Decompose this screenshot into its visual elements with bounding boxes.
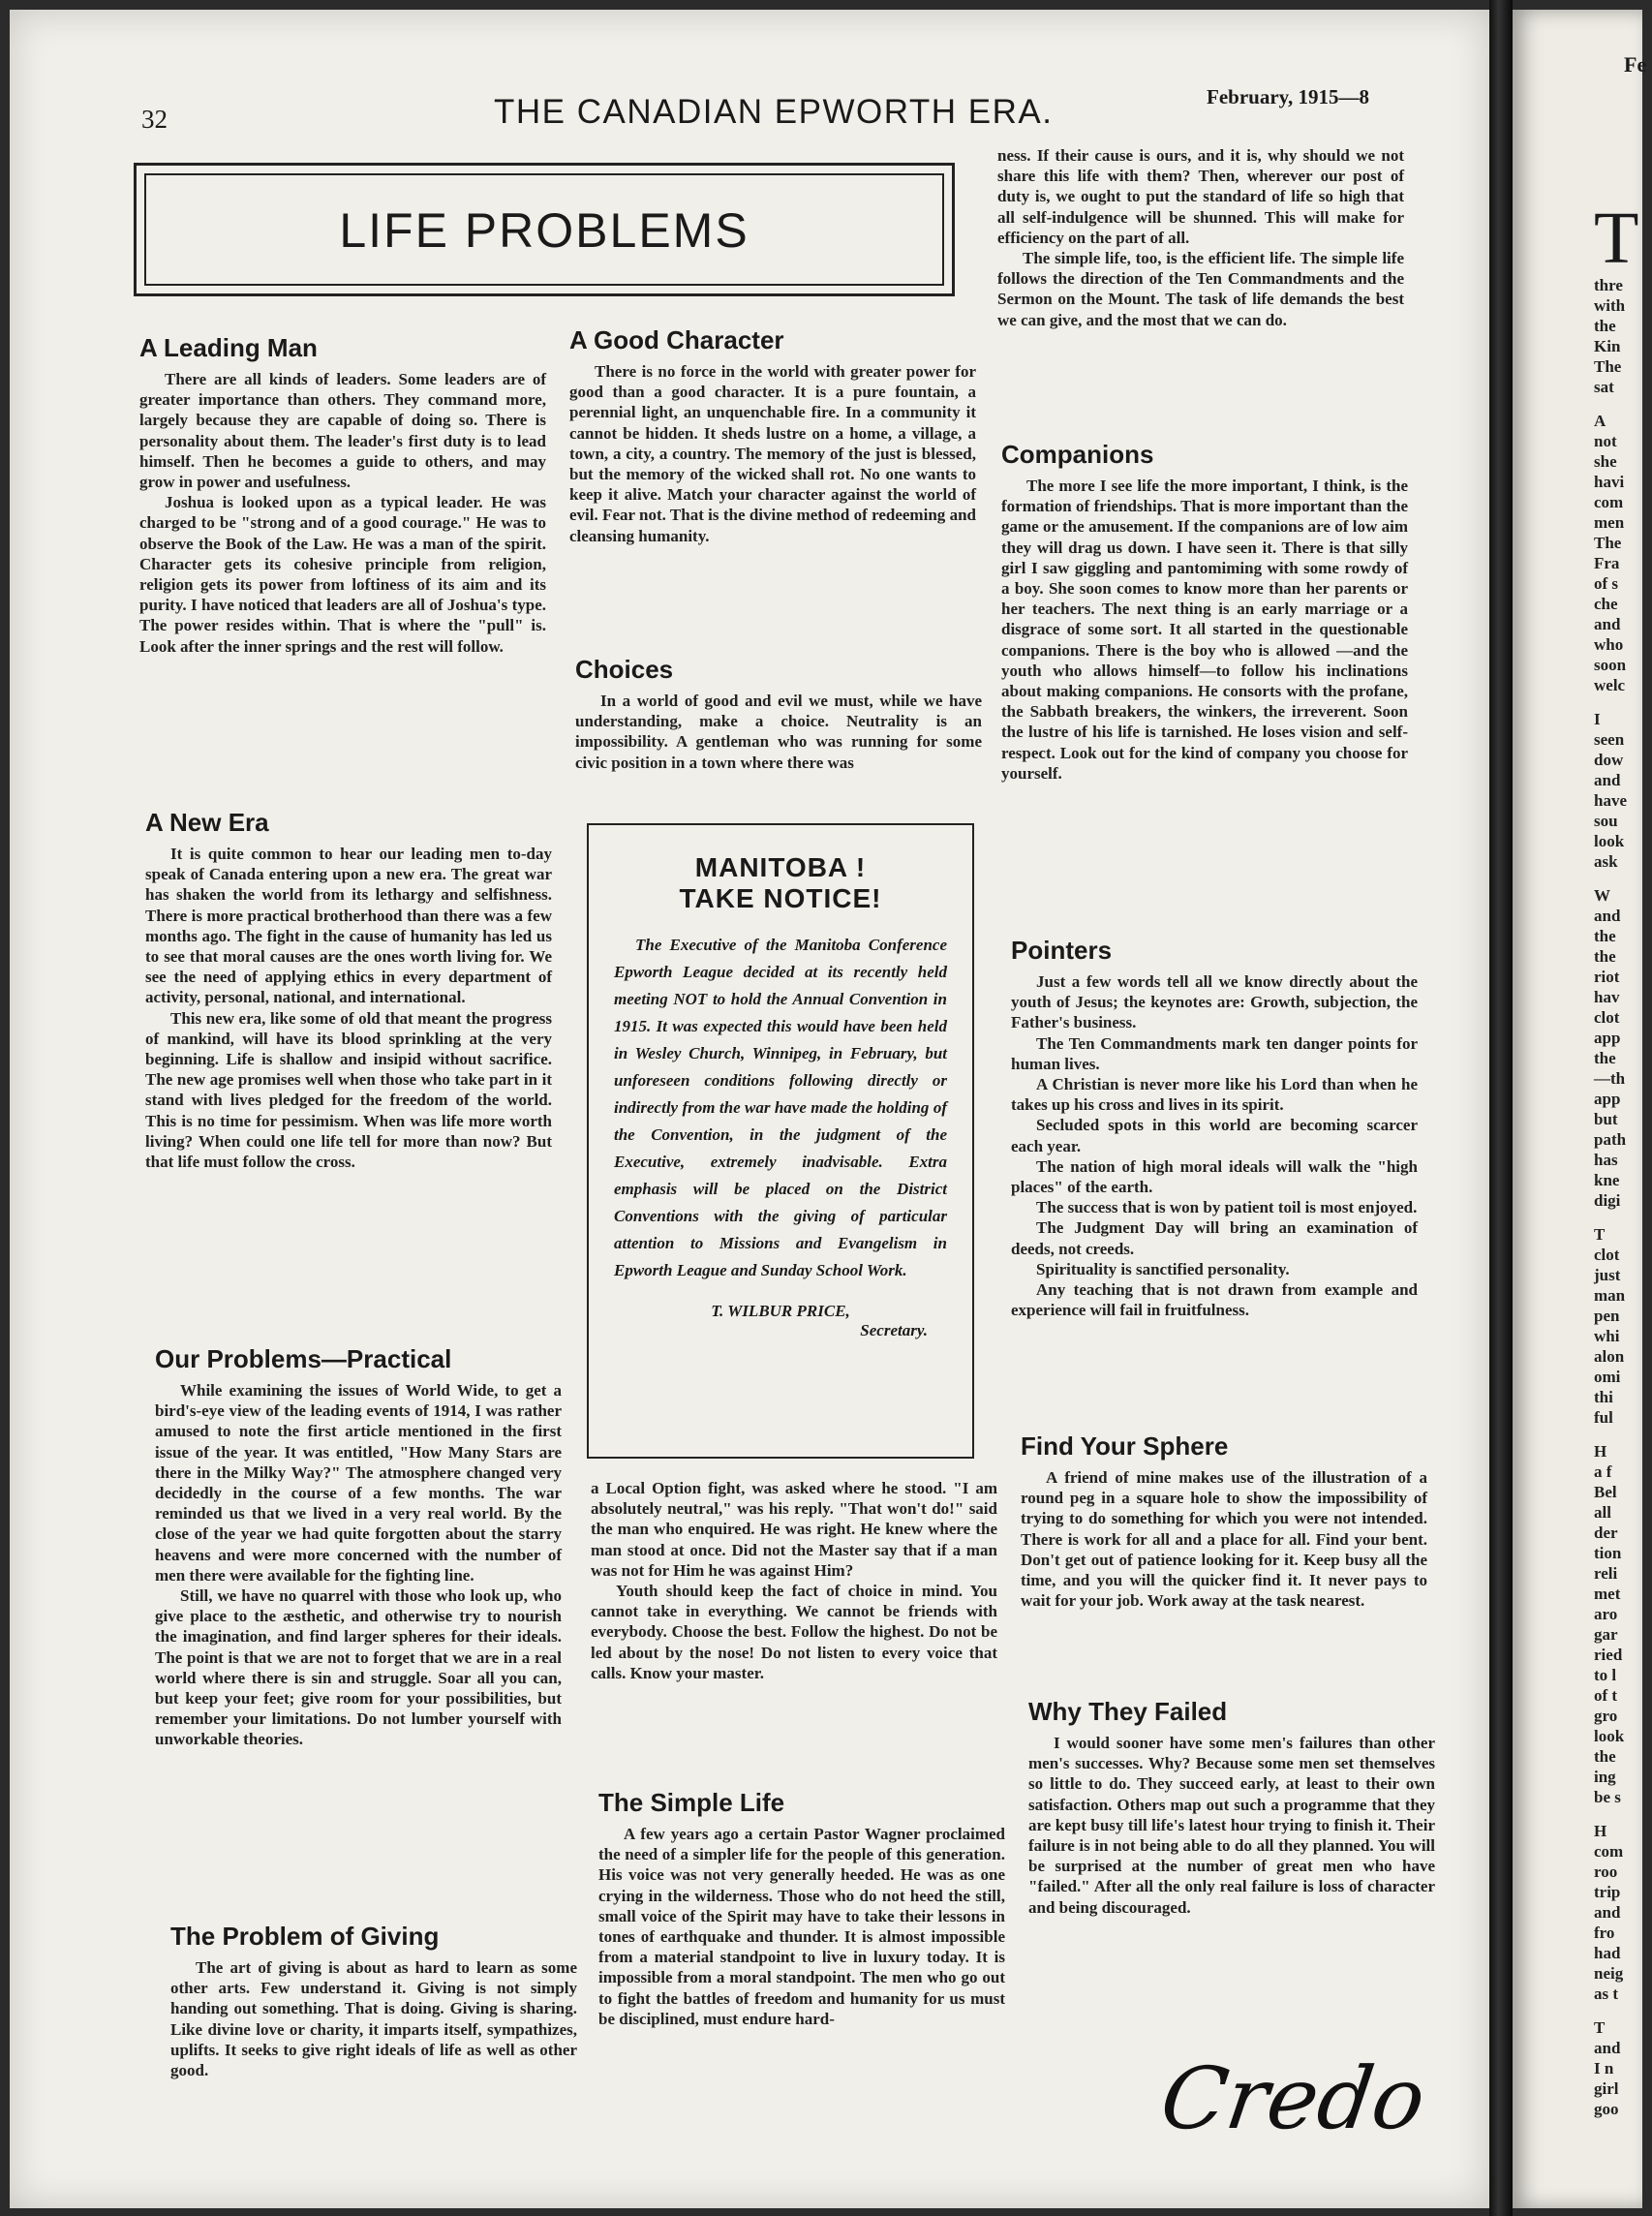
notice-heading: MANITOBA !	[694, 852, 867, 882]
facing-page-line: whi	[1594, 1327, 1620, 1345]
facing-page-line: alon	[1594, 1347, 1625, 1366]
facing-page-line: Fra	[1594, 554, 1620, 572]
article-simple-life-continued	[997, 145, 1404, 330]
facing-page-line: look	[1594, 1727, 1625, 1745]
facing-page-line: sou	[1594, 812, 1618, 830]
facing-page-line: T	[1594, 1225, 1606, 1244]
pointer-item: The success that is won by patient toil is most enjoyed.	[1036, 1198, 1418, 1217]
pointer-item: Any teaching that is not drawn from example and experience will fail in fruitfulness.	[1011, 1280, 1418, 1320]
book-gutter	[1489, 0, 1513, 2216]
article-pointers	[1011, 936, 1418, 1320]
facing-page-line: sat	[1594, 378, 1614, 396]
article-heading: Choices	[575, 655, 674, 684]
facing-page-line: of t	[1594, 1686, 1618, 1705]
facing-page-line: a f	[1594, 1462, 1612, 1481]
facing-page-line: the	[1594, 947, 1616, 966]
facing-page-line: T	[1594, 2018, 1606, 2037]
notice-signature: T. WILBUR PRICE,	[711, 1302, 850, 1320]
article-paragraph: While examining the issues of World Wide, to get a bird's-eye view of the leading events of 1914, I was rather amused to note the first article mentioned in the first issue of the year. It was entitled, "How Many Stars are there in the Milky Way?" The atmosphere changed very decidedly in the course of a few months. The war reminded us that we lived in a very real world. By the close of the year we had quite forgotten about the starry heavens and were more concerned with the number of men there were available for the fighting line.	[155, 1381, 562, 1585]
facing-page-line: gar	[1594, 1625, 1618, 1644]
facing-page-line: omi	[1594, 1368, 1621, 1386]
article-heading: Find Your Sphere	[1021, 1431, 1229, 1461]
facing-page-line: had	[1594, 1944, 1621, 1962]
article-heading: Our Problems—Practical	[155, 1344, 452, 1373]
facing-page-line: and	[1594, 771, 1621, 789]
facing-page-line: be s	[1594, 1788, 1621, 1806]
facing-page-line: pen	[1594, 1307, 1620, 1325]
facing-page-line: I	[1594, 710, 1601, 728]
facing-page-line: riot	[1594, 968, 1620, 986]
facing-page-line: digi	[1594, 1191, 1621, 1210]
magazine-page	[10, 10, 1489, 2208]
article-choices-continued	[591, 1478, 997, 1683]
article-paragraph: ness. If their cause is ours, and it is, why should we not share this life with them? Then, wherever our post of duty is, we ought to put the standard of life so high that all self-indulgence will be shunned. This will make for efficiency on the part of all.	[997, 146, 1404, 247]
facing-page-line: man	[1594, 1286, 1626, 1305]
facing-page-line: the	[1594, 317, 1616, 335]
facing-page-line: have	[1594, 791, 1627, 810]
facing-page-line: and	[1594, 1903, 1621, 1922]
facing-page-line: app	[1594, 1029, 1621, 1047]
facing-page-line: and	[1594, 907, 1621, 925]
facing-page-line: com	[1594, 493, 1624, 511]
facing-page-line: The	[1594, 357, 1622, 376]
facing-page-line: fro	[1594, 1924, 1615, 1942]
facing-page-text-fragments	[1594, 275, 1652, 2119]
facing-page-line: clot	[1594, 1246, 1620, 1264]
article-paragraph: The art of giving is about as hard to learn as some other arts. Few understand it. Giving is not simply handing out something. That is doing. Giving is sharing. Like divine love or charity, it imparts itself, sympathizes, uplifts. It seeks to give right ideals of life as well as other good.	[170, 1958, 577, 2080]
facing-page-line: just	[1594, 1266, 1621, 1284]
facing-page-line: Bel	[1594, 1483, 1617, 1501]
facing-page-line: roo	[1594, 1862, 1618, 1881]
article-heading: Pointers	[1011, 936, 1113, 965]
facing-page-line	[1594, 1211, 1652, 1224]
facing-page-line	[1594, 2004, 1652, 2017]
notice-body: The Executive of the Manitoba Conference Epworth League decided at its recently held meeting NOT to hold the Annual Convention in 1915. It was expected this would have been held in Wesley Church, Winnipeg, in February, but unforeseen conditions following directly or indirectly from the war have made the holding of the Convention, in the judgment of the Executive, extremely inadvisable. Extra emphasis will be placed on the District Conventions with the giving of particular attention to Missions and Evangelism in Epworth League and Sunday School Work.	[614, 936, 947, 1279]
facing-page-line: aro	[1594, 1605, 1618, 1623]
facing-page-line: Kin	[1594, 337, 1621, 355]
article-paragraph: In a world of good and evil we must, while we have understanding, make a choice. Neutrality is an impossibility. A gentleman who was running for some civic position in a town where there was	[575, 692, 982, 772]
facing-page-line: H	[1594, 1822, 1607, 1840]
facing-page-line: met	[1594, 1585, 1621, 1603]
pointer-item: Just a few words tell all we know directly about the youth of Jesus; the keynotes are: Growth, subjection, the Father's business.	[1011, 972, 1418, 1032]
pointer-item: The Judgment Day will bring an examination of deeds, not creeds.	[1011, 1218, 1418, 1258]
facing-page-line: kne	[1594, 1171, 1620, 1189]
facing-page-line: app	[1594, 1090, 1621, 1108]
facing-page-line: all	[1594, 1503, 1611, 1522]
facing-page-line: reli	[1594, 1564, 1618, 1583]
facing-page-line: who	[1594, 635, 1624, 654]
section-title-box	[134, 163, 955, 296]
facing-page-line	[1594, 872, 1652, 885]
article-heading: A Leading Man	[139, 333, 318, 362]
article-companions	[1001, 440, 1408, 784]
pointer-item: The nation of high moral ideals will walk the "high places" of the earth.	[1011, 1156, 1418, 1197]
issue-date: February, 1915—8	[1207, 85, 1369, 108]
facing-page-line: clot	[1594, 1008, 1620, 1027]
facing-page-line: ried	[1594, 1646, 1623, 1664]
facing-page-line: I n	[1594, 2059, 1614, 2078]
article-paragraph: a Local Option fight, was asked where he stood. "I am absolutely neutral," was his reply. "That won't do!" said the man who enquired. He was right. He knew where the man stood at once. Did not the Master say that if a man was not for Him he was against Him?	[591, 1479, 997, 1580]
magazine-title: THE CANADIAN EPWORTH ERA.	[494, 93, 1054, 131]
author-signature: Credo	[1154, 2048, 1432, 2148]
facing-page-line	[1594, 397, 1652, 411]
article-heading: The Problem of Giving	[170, 1922, 440, 1951]
facing-page-edge	[1513, 10, 1647, 2208]
facing-page-line: path	[1594, 1130, 1627, 1149]
facing-page-line: —th	[1594, 1069, 1626, 1088]
article-heading: A New Era	[145, 808, 269, 837]
article-simple-life	[598, 1788, 1005, 2029]
facing-page-line	[1594, 695, 1652, 709]
page-number: 32	[141, 105, 168, 134]
article-paragraph: It is quite common to hear our leading men to-day speak of Canada entering upon a new era. The great war has shaken the world from its lethargy and selfishness. There is more practical brotherhood than there was a few months ago. The fight in the cause of humanity has led us to see that moral causes are the ones worth living for. We see the need of applying ethics in every department of activity, personal, national, and international.	[145, 845, 552, 1007]
facing-page-line: look	[1594, 832, 1625, 850]
article-leading-man	[139, 333, 546, 657]
pointer-item: Secluded spots in this world are becoming scarcer each year.	[1011, 1116, 1418, 1155]
article-paragraph: This new era, like some of old that meant the progress of mankind, will have its blood sprinkling at the very beginning. Life is shallow and insipid without sacrifice. The new age promises well when those who take part in it stand with lives pledged for the freedom of the world. This is no time for pessimism. When was life more worth living? When could one life tell for more than now? But that life must follow the cross.	[145, 1008, 552, 1172]
facing-page-line: girl	[1594, 2079, 1619, 2098]
notice-subheading: TAKE NOTICE!	[679, 883, 882, 913]
facing-page-line: as t	[1594, 1985, 1619, 2003]
facing-page-line: not	[1594, 432, 1617, 450]
article-paragraph: A few years ago a certain Pastor Wagner proclaimed the need of a simpler life for the people of this generation. His voice was not very generally heeded. He was as one crying in the wilderness. Those who do not heed the still, small voice of the Spirit may have to take their lessons in tones of earthquake and thunder. It is almost impossible from a material standpoint to live in luxury today. It is impossible from a moral standpoint. The men who go out to fight the battles of freedom and humanity for us must be disciplined, must endure hard-	[598, 1825, 1005, 2028]
article-paragraph: Youth should keep the fact of choice in mind. You cannot take in everything. We cannot be friends with everybody. Choose the best. Follow the highest. Do not be led about by the nose! Do not listen to every voice that calls. Know your master.	[591, 1582, 997, 1682]
facing-page-line: ing	[1594, 1768, 1616, 1786]
pointer-item: A Christian is never more like his Lord than when he takes up his cross and lives in its spirit.	[1011, 1075, 1418, 1115]
facing-page-line: the	[1594, 927, 1616, 945]
facing-page-line: men	[1594, 513, 1625, 532]
article-problem-of-giving	[170, 1922, 577, 2080]
pointer-item: Spirituality is sanctified personality.	[1036, 1259, 1290, 1278]
pointer-item: The Ten Commandments mark ten danger points for human lives.	[1011, 1033, 1418, 1073]
facing-page-line: tion	[1594, 1544, 1622, 1562]
facing-page-line: neig	[1594, 1964, 1624, 1983]
article-problems-practical	[155, 1344, 562, 1750]
article-good-character	[569, 325, 976, 546]
article-heading: Why They Failed	[1028, 1697, 1228, 1726]
article-find-your-sphere	[1021, 1431, 1427, 1611]
article-heading: Companions	[1001, 440, 1154, 469]
facing-page-line: com	[1594, 1842, 1624, 1861]
facing-page-line: gro	[1594, 1707, 1618, 1725]
article-paragraph: Joshua is looked upon as a typical leader. He was charged to be "strong and of a good courage." He was to observe the Book of the Law. He was a man of the spirit. Character gets its cohesive principle from religion, religion gets its power from loftiness of its aim and its purity. I have noticed that leaders are all of Joshua's type. The power resides within. That is where the "pull" is. Look after the inner springs and the rest will follow.	[139, 493, 546, 656]
article-choices	[575, 655, 982, 773]
facing-page-line: A	[1594, 412, 1606, 430]
facing-page-line: to l	[1594, 1666, 1617, 1684]
facing-page-line	[1594, 1807, 1652, 1821]
article-heading: A Good Character	[569, 325, 784, 354]
section-title: LIFE PROBLEMS	[339, 203, 750, 258]
notice-signature-title: Secretary.	[860, 1321, 928, 1339]
article-why-they-failed	[1028, 1697, 1435, 1918]
facing-page-header: Fe	[1624, 52, 1647, 77]
facing-page-line: hav	[1594, 988, 1620, 1006]
facing-page-line: ful	[1594, 1408, 1613, 1427]
facing-page-line: and	[1594, 2039, 1621, 2057]
article-new-era	[145, 808, 552, 1172]
article-paragraph: The more I see life the more important, I think, is the formation of friendships. That is more important than the game or the amusement. If the companions are of low aim they will drag us down. I have seen it. There is that silly girl I saw giggling and pantomiming with some rowdy of a boy. She soon comes to know more than her parents or her teachers. The next thing is an early marriage or a disgrace of some sort. It all started in the questionable companions. There is the boy who is allowed —and the youth who allows himself—to follow his inclinations about making companions. He consorts with the profane, the Sabbath breakers, the winkers, the irreverent. Soon the lustre of his life is tarnished. He loses vision and self-respect. Look out for the kind of company you choose for yourself.	[1001, 477, 1408, 783]
facing-page-dropcap: T	[1594, 198, 1639, 279]
article-paragraph: The simple life, too, is the efficient life. The simple life follows the direction of the Ten Commandments and the Sermon on the Mount. The task of life demands the best we can give, and the most that we can do.	[997, 249, 1404, 329]
facing-page-line: The	[1594, 534, 1622, 552]
article-paragraph: There are all kinds of leaders. Some leaders are of greater importance than others. They command more, largely because they are capable of doing so. There is personality about them. The leader's first duty is to lead himself. Then he becomes a guide to others, and may grow in power and usefulness.	[139, 370, 546, 492]
article-paragraph: I would sooner have some men's failures than other men's successes. Why? Because some men set themselves so little to do. They succeed early, at least to their own satisfaction. Others map out such a programme that they are kept busy till life's latest hour trying to finish it. Their failure is in not being able to do all they planned. You will be surprised at the number of great men who have "failed." After all the only real failure is loss of character and being discouraged.	[1028, 1734, 1435, 1917]
facing-page-line: goo	[1594, 2100, 1619, 2118]
article-paragraph: There is no force in the world with greater power for good than a good character. It is a pure fountain, a perennial light, an unquenchable fire. In a community it cannot be hidden. It sheds lustre on a home, a village, a town, a city, a country. The memory of the just is blessed, but the memory of the wicked shall rot. No one wants to keep it alive. Match your character against the world of evil. Fear not. That is the divine method of redeeming and cleansing humanity.	[569, 362, 976, 545]
facing-page-line: welc	[1594, 676, 1626, 694]
facing-page-line: thi	[1594, 1388, 1613, 1406]
facing-page-line: she	[1594, 452, 1617, 471]
facing-page-line: thre	[1594, 276, 1623, 294]
article-heading: The Simple Life	[598, 1788, 785, 1817]
facing-page-line: dow	[1594, 751, 1624, 769]
facing-page-line: the	[1594, 1747, 1616, 1766]
facing-page-line: W	[1594, 886, 1610, 905]
facing-page-line: havi	[1594, 473, 1625, 491]
facing-page-line: and	[1594, 615, 1621, 633]
facing-page-line: ask	[1594, 852, 1618, 871]
facing-page-line: trip	[1594, 1883, 1621, 1901]
facing-page-line: with	[1594, 296, 1626, 315]
facing-page-line: seen	[1594, 730, 1625, 749]
article-paragraph: Still, we have no quarrel with those who look up, who give place to the æsthetic, and otherwise try to nourish the imagination, and find larger spheres for their ideals. The point is that we are not to forget that we are in a real world where there is sin and struggle. Soar all you can, but keep your feet; give room for your possibilities, but remember your limitations. Do not lumber yourself with unworkable theories.	[155, 1586, 562, 1749]
manitoba-notice-box	[587, 823, 974, 1459]
facing-page-line: der	[1594, 1524, 1618, 1542]
facing-page-line: che	[1594, 595, 1618, 613]
facing-page-line: the	[1594, 1049, 1616, 1067]
article-paragraph: A friend of mine makes use of the illustration of a round peg in a square hole to show the impossibility of trying to do something for which you were not intended. There is work for all and a place for all. Find your bent. Don't get out of patience looking for it. Keep busy all the time, and you will the quicker find it. It never pays to wait for your job. Work away at the task nearest.	[1021, 1468, 1427, 1611]
facing-page-line: but	[1594, 1110, 1618, 1128]
facing-page-line: soon	[1594, 656, 1627, 674]
facing-page-line: H	[1594, 1442, 1607, 1461]
facing-page-line: of s	[1594, 574, 1619, 593]
facing-page-line: has	[1594, 1151, 1618, 1169]
facing-page-line	[1594, 1428, 1652, 1441]
